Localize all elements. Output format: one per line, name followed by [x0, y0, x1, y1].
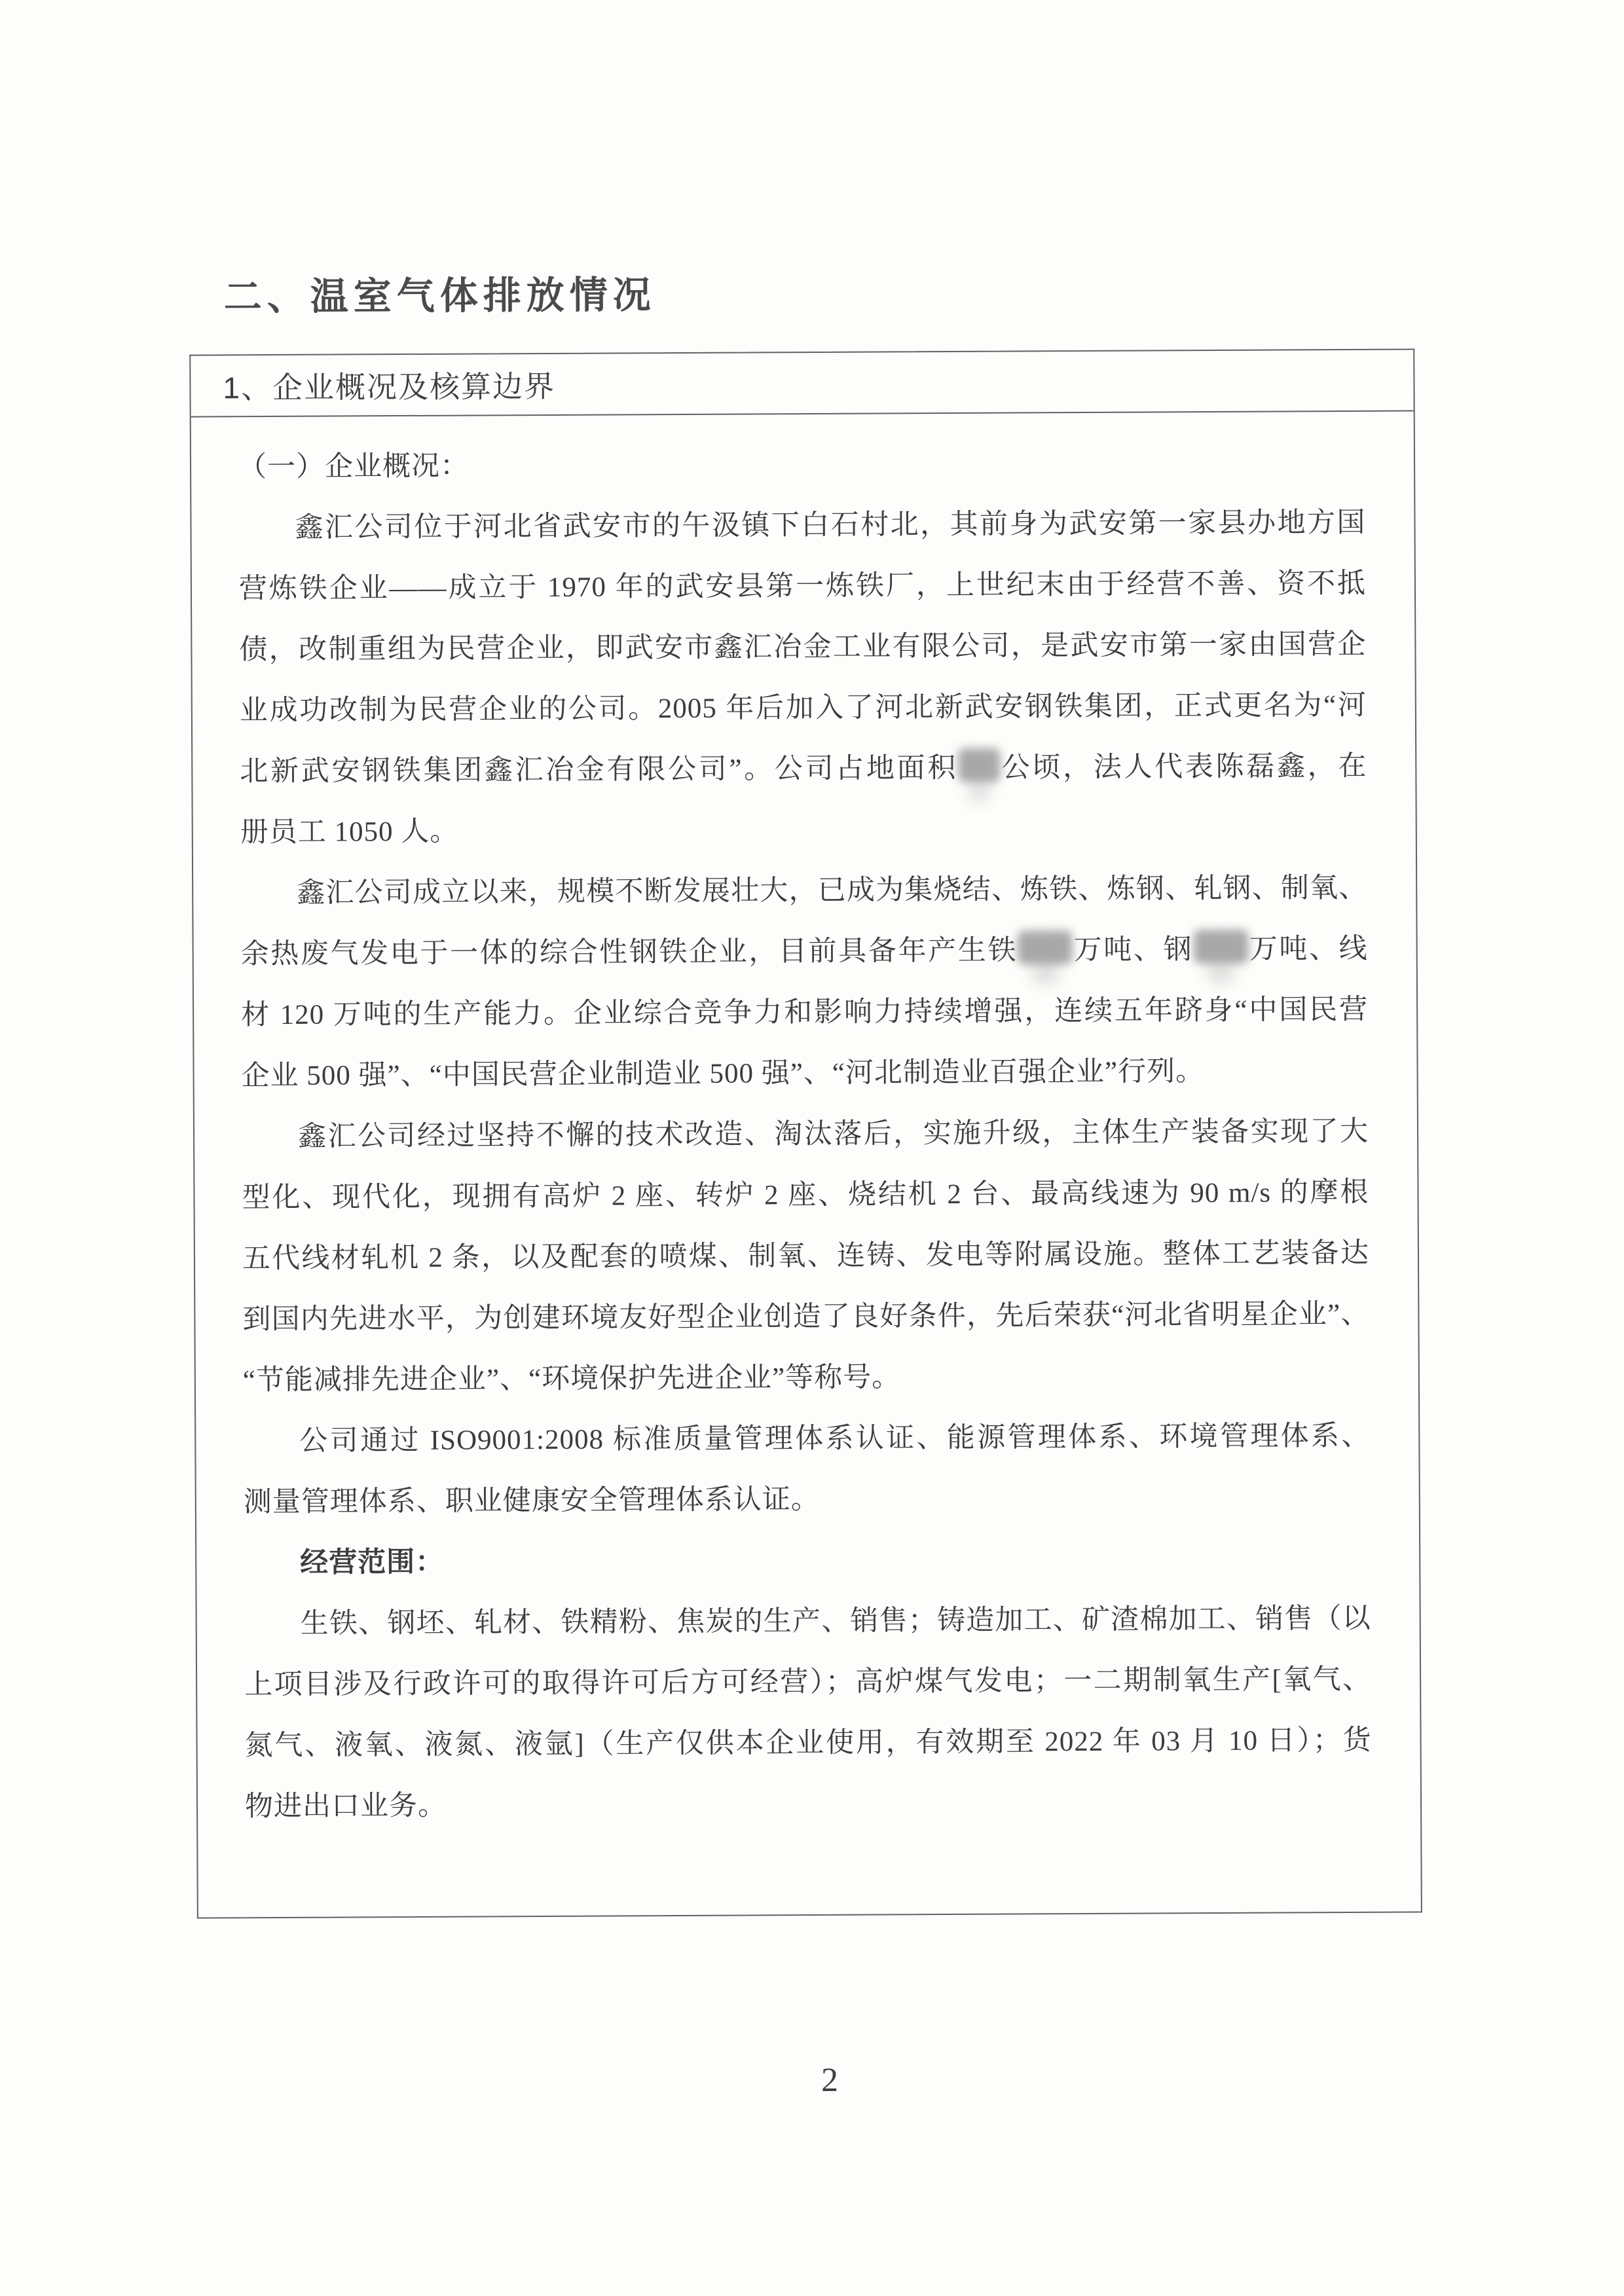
text-run: 企业 500 强”、“中国民营企业制造业 500 强”、“河北制造业百强企业”行列。: [241, 1056, 1205, 1092]
text-run: 鑫汇公司位于河北省武安市的午汲镇下白石村北，其前身为武安第一家县办地方国: [295, 507, 1366, 543]
text-run: 营炼铁企业——成立于 1970 年的武安县第一炼铁厂，上世纪末由于经营不善、资不抵: [238, 568, 1367, 605]
text-run: 册员工 1050 人。: [240, 816, 459, 848]
text-line: [239, 614, 1366, 680]
text-line: [244, 1649, 1371, 1715]
text-line: [244, 1467, 1371, 1533]
text-line: [244, 1588, 1371, 1654]
text-run: 债，改制重组为民营企业，即武安市鑫汇冶金工业有限公司，是武安市第一家由国营企: [239, 629, 1367, 666]
text-run: 材 120 万吨的生产能力。企业综合竞争力和影响力持续增强，连续五年跻身“中国民营: [241, 994, 1369, 1031]
text-run: 业成功改制为民营企业的公司。2005 年后加入了河北新武安钢铁集团，正式更名为“河: [239, 689, 1367, 727]
text-line: [238, 431, 1365, 498]
text-line: [240, 675, 1367, 741]
table-body-cell: [191, 411, 1421, 1837]
text-run: 五代线材轧机 2 条，以及配套的喷煤、制氧、连铸、发电等附属设施。整体工艺装备达: [242, 1237, 1370, 1275]
text-run: 公司通过 ISO9001:2008 标准质量管理体系认证、能源管理体系、环境管理体系、: [299, 1420, 1371, 1457]
text-run: 公顷，法人代表陈磊鑫，在: [999, 750, 1367, 784]
text-run: 北新武安钢铁集团鑫汇冶金有限公司”。公司占地面积: [240, 752, 959, 788]
text-line: [242, 1284, 1369, 1350]
text-run: 到国内先进水平，为创建环境友好型企业创造了良好条件，先后荣获“河北省明星企业”、: [242, 1298, 1370, 1336]
table-header-label: 1、企业概况及核算边界: [223, 369, 556, 405]
section-heading: 二、温室气体排放情况: [223, 274, 656, 319]
info-table: [189, 348, 1422, 1918]
text-line: [238, 492, 1365, 558]
text-line: [242, 1223, 1369, 1289]
text-line: [243, 1345, 1370, 1411]
text-line: [240, 919, 1367, 985]
text-line: [244, 1710, 1371, 1776]
redaction-blur: [1193, 930, 1248, 964]
text-line: [240, 858, 1367, 924]
text-line: [241, 1040, 1368, 1106]
redaction-blur: [958, 748, 1000, 782]
text-line: [244, 1527, 1371, 1594]
text-run: 生铁、钢坯、轧材、铁精粉、焦炭的生产、销售；铸造加工、矿渣棉加工、销售（以: [300, 1603, 1371, 1639]
text-run: 经营范围：: [300, 1546, 445, 1578]
text-run: 测量管理体系、职业健康安全管理体系认证。: [243, 1484, 820, 1518]
text-line: [239, 553, 1366, 619]
text-run: 鑫汇公司经过坚持不懈的技术改造、淘汰落后，实施升级，主体生产装备实现了大: [297, 1116, 1369, 1152]
text-line: [245, 1771, 1372, 1837]
text-line: [242, 1162, 1369, 1228]
text-line: [243, 1406, 1370, 1472]
table-header-row: [191, 350, 1413, 417]
text-run: 氮气、液氧、液氮、液氩]（生产仅供本企业使用，有效期至 2022 年 03 月 10 日）；货: [244, 1724, 1372, 1762]
text-run: 鑫汇公司成立以来，规模不断发展壮大，已成为集烧结、炼铁、炼钢、轧钢、制氧、: [297, 872, 1368, 909]
text-line: [242, 1101, 1369, 1167]
text-line: [241, 979, 1368, 1046]
text-run: 上项目涉及行政许可的取得许可后方可经营）；高炉煤气发电；一二期制氧生产[氧气、: [244, 1664, 1372, 1701]
text-run: 万吨、线: [1248, 933, 1368, 965]
redaction-blur: [1018, 930, 1073, 964]
text-line: [240, 797, 1367, 863]
text-run: 万吨、钢: [1072, 934, 1194, 966]
text-run: 物进出口业务。: [244, 1790, 447, 1823]
text-run: 余热废气发电于一体的综合性钢铁企业，目前具备年产生铁: [240, 935, 1018, 970]
text-run: （一）企业概况：: [238, 450, 470, 483]
page-number: 2: [821, 2061, 839, 2099]
text-run: “节能减排先进企业”、“环境保护先进企业”等称号。: [242, 1362, 901, 1396]
text-line: [240, 736, 1367, 802]
text-run: 型化、现代化，现拥有高炉 2 座、转炉 2 座、烧结机 2 台、最高线速为 90 m/s 的摩根: [242, 1176, 1369, 1214]
